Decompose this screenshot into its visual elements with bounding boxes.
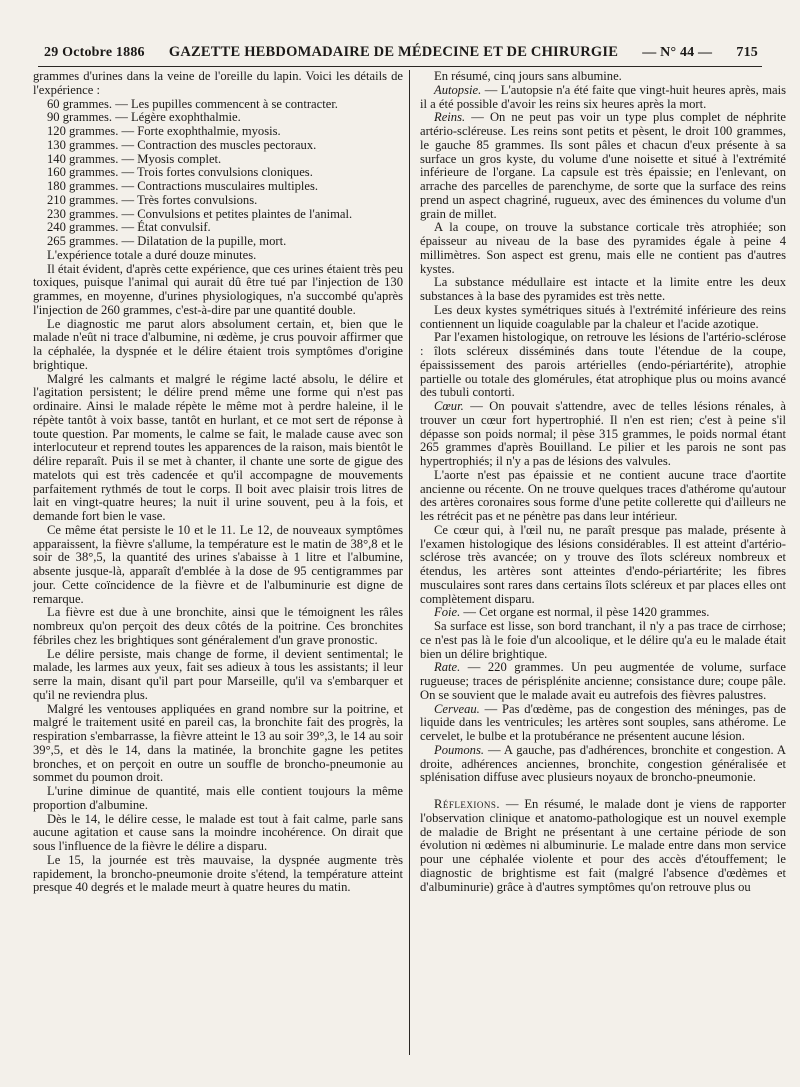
reflections-paragraph: Réflexions. — En résumé, le malade dont je viens de rapporter l'observation clinique et anatomo-pathologique est un nouvel exemple de maladie de Bright ne présentant à une certaine période de son évolution ni œdèmes ni albuminurie. Le malade entre dans mon service pour une céphalée violente et pour des accès d'étouffement; le diagnostic de brightisme est fait (malgré l'absence d'œdèmes et d'albuminurie) grâce à d'autres symptômes qu'on retrouve plus ou [420, 797, 786, 894]
lungs-paragraph: Poumons. — A gauche, pas d'adhérences, bronchite et congestion. A droite, adhérences anciennes, bronchite, congestion généralisée et splénisation diffuse avec plusieurs noyaux de broncho-pneumonie. [420, 742, 786, 785]
header-rule [38, 66, 762, 67]
section-heading: Foie. [434, 605, 461, 620]
dose-line: 130 grammes. — Contraction des muscles pectoraux. [47, 137, 317, 152]
dose-line: 140 grammes. — Myosis complet. [47, 151, 222, 166]
section-heading: Reins. [434, 110, 466, 125]
right-column [420, 70, 786, 894]
paragraph: Malgré les ventouses appliquées en grand nombre sur la poitrine, et malgré le traitement usité en pareil cas, la bronchite fait des progrès, la respiration s'embarrasse, la fièvre atteint le 13 au soir 39°,3, le 14 au soir 39°,5, et dès le 14, dans la matinée, la bronchite gagne les petites bronches, et on perçoit en outre un souffle de broncho-pneumonie au sommet du poumon droit. [33, 701, 403, 785]
paragraph: Malgré les calmants et malgré le régime lacté absolu, le délire et l'agitation persistent; le délire prend même une forme qui n'est pas ordinaire. Ainsi le malade répète le même mot à perdre haleine, il le répète tantôt à voix basse, tantôt en hurlant, et ce mot sert de réponse à toute question. Par moments, le calme se fait, le malade cause avec son interlocuteur et reprend toutes les apparences de la raison, mais bientôt le délire reparaît. Puis il se met à chanter, il chante une sorte de gigue des matelots qui est très cadencée et qu'il accompagne de mouvements parfaitement rythmés de tout le corps. Il boit avec plaisir trois litres de lait en vingt-quatre heures; la nuit il urine souvent, peu à la fois, et demande fort bien le vase. [33, 371, 403, 523]
paragraph: Le 15, la journée est très mauvaise, la dyspnée augmente très rapidement, la broncho-pneumonie droite s'étend, la température atteint presque 40 degrés et le malade meurt à quatre heures du matin. [33, 852, 403, 895]
left-column [33, 70, 403, 895]
section-heading: Cœur. [434, 399, 464, 413]
section-heading: Poumons. [434, 742, 485, 757]
header-date: 29 Octobre 1886 [44, 45, 145, 60]
paragraph: La substance médullaire est intacte et la limite entre les deux substances à la base des pyramides est très nette. [420, 275, 786, 303]
kidneys-paragraph: Reins. — On ne peut pas voir un type plus complet de néphrite artério-scléreuse. Les reins sont petits et pèsent, le droit 100 grammes, le gauche 85 grammes. Ils sont pâles et chacun d'eux présente à sa surface un gros kyste, du volume d'une noisette et situé à l'extrémité inférieure de l'organe. La capsule est très épaissie; en l'enlevant, on arrache des parcelles de parenchyme, de sorte que la surface des reins prend un aspect chagriné, rugueux, avec des éminences du volume d'un grain de millet. [420, 110, 786, 221]
section-heading: Autopsie. [434, 82, 482, 97]
paragraph: Ce même état persiste le 10 et le 11. Le 12, de nouveaux symptômes apparaissent, la fièvre s'allume, la température est le matin de 38°,8 et le soir de 38°,5, la quantité des urines s'abaisse à 1 litre et l'albumine, absente jusque-là, apparaît d'emblée à la dose de 95 centigrammes par jour. Cette coïncidence de la fièvre et de l'albuminurie est digne de remarque. [33, 522, 403, 606]
section-heading: Cerveau. [434, 701, 480, 716]
dose-line: 90 grammes. — Légère exophthalmie. [47, 110, 241, 125]
journal-title: GAZETTE HEBDOMADAIRE DE MÉDECINE ET DE CHIRURGIE [168, 44, 619, 60]
paragraph: La fièvre est due à une bronchite, ainsi que le témoignent les râles nombreux qu'on perçoit des deux côtés de la poitrine. Ces bronchites fébriles chez les brightiques sont généralement d'un grave pronostic. [33, 605, 403, 647]
paragraph: Il était évident, d'après cette expérience, que ces urines étaient très peu toxiques, puisque l'animal qui aurait dû être tué par l'injection de 130 grammes, en moyenne, d'urines physiologiques, n'a succombé qu'après l'injection de 260 grammes, c'est-à-dire par une quantité double. [33, 261, 403, 317]
paragraph: Sa surface est lisse, son bord tranchant, il n'y a pas trace de cirrhose; ce n'est pas là le foie d'un alcoolique, et le délire qu'a eu le malade était bien un délire brightique. [420, 619, 786, 661]
paragraph: Ce cœur qui, à l'œil nu, ne paraît presque pas malade, présente à l'examen histologique des lésions considérables. Il est atteint d'artério-sclérose très avancée; on y trouve des îlots scléreux nombreux et étendus, les artères sont atteintes d'endo-périartérite; les fibres musculaires sont rares dans certains îlots scléreux et par places elles ont complètement disparu. [420, 522, 786, 606]
spleen-paragraph: Rate. — 220 grammes. Un peu augmentée de volume, surface rugueuse; traces de périsplénite ancienne; consistance dure; coupe pâle. On se souvient que le malade avait eu autrefois des fièvres palustres. [420, 660, 786, 702]
page-header [44, 44, 758, 64]
paragraph: L'urine diminue de quantité, mais elle contient toujours la même proportion d'albumine. [33, 784, 403, 812]
dose-line: 160 grammes. — Trois fortes convulsions cloniques. [47, 165, 313, 180]
autopsy-paragraph: Autopsie. — L'autopsie n'a été faite que vingt-huit heures après, mais il a été possible d'avoir les reins six heures après la mort. [420, 82, 786, 111]
issue-number: — N° 44 — [642, 45, 713, 60]
dose-line: 265 grammes. — Dilatation de la pupille, mort. [47, 234, 287, 248]
paragraph: L'aorte n'est pas épaissie et ne contient aucune trace d'aortite ancienne ou récente. On ne trouve quelques traces d'athérome qu'autour des artères coronaires sous forme d'une petite collerette qui d'ailleurs ne les rétrécit pas et ne pénètre pas dans leur intérieur. [420, 467, 786, 523]
paragraph: grammes d'urines dans la veine de l'oreille du lapin. Voici les détails de l'expérience : [33, 69, 403, 97]
dose-line: 230 grammes. — Convulsions et petites plaintes de l'animal. [47, 206, 353, 221]
section-heading: Réflexions. [434, 797, 501, 811]
liver-paragraph: Foie. — Cet organe est normal, il pèse 1420 grammes. [434, 605, 710, 620]
dose-line: 240 grammes. — État convulsif. [47, 220, 211, 235]
paragraph: Le diagnostic me parut alors absolument certain, et, bien que le malade n'eût ni trace d'albumine, ni œdème, je crus pouvoir affirmer que la céphalée, la dyspnée et le délire étaient trois symptômes d'origine brightique. [33, 316, 403, 372]
paragraph: En résumé, cinq jours sans albumine. [434, 69, 622, 83]
dose-line: 180 grammes. — Contractions musculaires multiples. [47, 179, 319, 193]
brain-paragraph: Cerveau. — Pas d'œdème, pas de congestion des méninges, pas de liquide dans les ventricules; les artères sont souples, sans athérome. Le cervelet, le bulbe et la protubérance ne présentent aucune lésion. [420, 701, 786, 743]
paragraph: A la coupe, on trouve la substance corticale très atrophiée; son épaisseur au niveau de la base des pyramides égale à peine 4 millimètres. Son aspect est grenu, mais elle ne contient pas d'autres kystes. [420, 220, 786, 276]
page-number: 715 [736, 45, 758, 60]
column-divider [409, 70, 410, 1055]
heart-paragraph: Cœur. — On pouvait s'attendre, avec de telles lésions rénales, à trouver un cœur fort hypertrophié. Il n'en est rien; c'est à peine s'il dépasse son poids normal; il pèse 315 grammes, le poids normal étant 265 grammes d'après Bouilland. Le pilier et les parois ne sont pas hypertrophiés; il n'y a pas de lésions des valvules. [420, 399, 786, 468]
paragraph: Dès le 14, le délire cesse, le malade est tout à fait calme, parle sans aucune agitation et cause sans la moindre incohérence. On dirait que sous l'influence de la fièvre le délire a disparu. [33, 811, 403, 853]
dose-line: 120 grammes. — Forte exophthalmie, myosis. [47, 124, 281, 138]
paragraph: L'expérience totale a duré douze minutes. [47, 247, 257, 262]
dose-line: 210 grammes. — Très fortes convulsions. [47, 192, 258, 207]
paragraph: Le délire persiste, mais change de forme, il devient sentimental; le malade, les larmes aux yeux, fait ses adieux à tous les assistants; il leur serre la main, disant qu'il part pour Marseille, qu'il va s'embarquer et qu'il ne reviendra plus. [33, 646, 403, 702]
dose-line: 60 grammes. — Les pupilles commencent à se contracter. [47, 96, 338, 111]
paragraph: Les deux kystes symétriques situés à l'extrémité inférieure des reins contiennent un liquide coagulable par la chaleur et l'acide azotique. [420, 302, 786, 331]
paragraph: Par l'examen histologique, on retrouve les lésions de l'artério-sclérose : îlots scléreux disséminés dans toute l'étendue de la coupe, épaississement des parois artérielles (endo-périartérite), atrophie partielle ou totale des glomérules, état atrophique plus ou moins avancé des tubuli contorti. [420, 330, 786, 400]
section-heading: Rate. [434, 660, 461, 675]
